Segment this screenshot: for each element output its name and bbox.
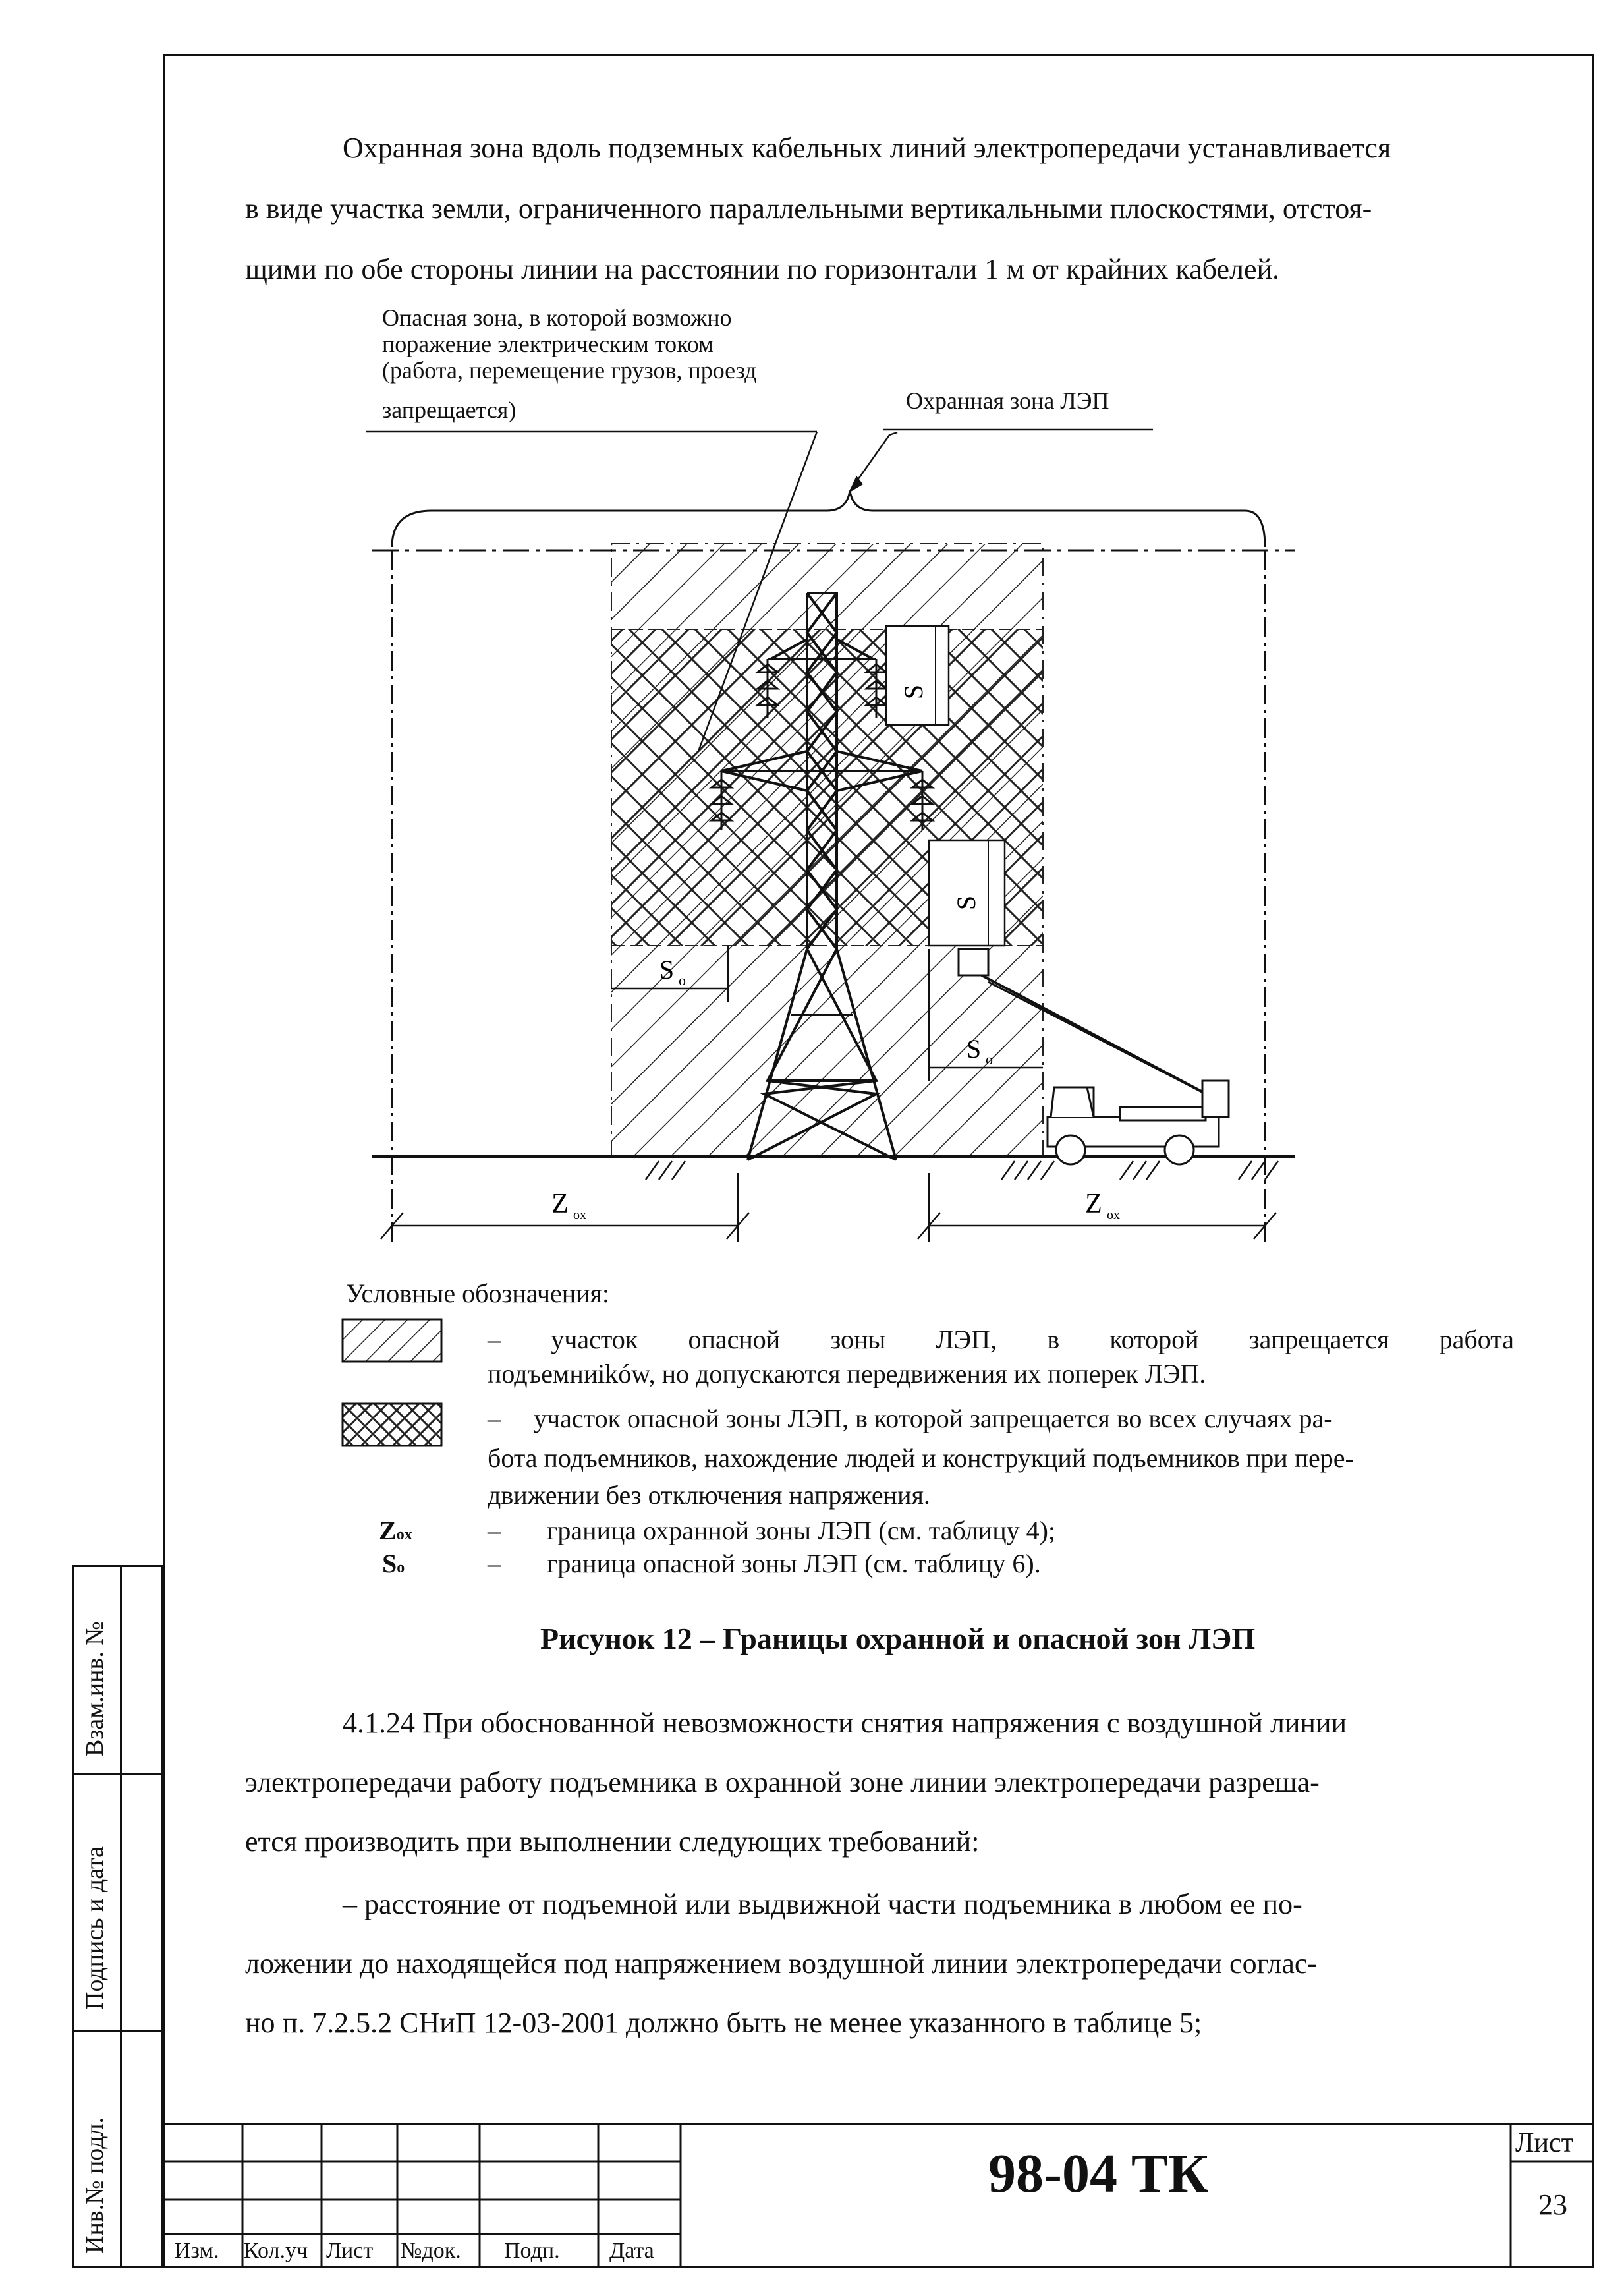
intro-line-2: в виде участка земли, ограниченного параллельными вертикальными плоскостями, отстоя- xyxy=(245,192,1372,225)
svg-text:o: o xyxy=(679,972,686,988)
legend-zox-text: граница охранной зоны ЛЭП (см. таблицу 4); xyxy=(547,1516,1056,1545)
legend-zox-symbol: Zox xyxy=(379,1516,412,1545)
intro-line-1: Охранная зона вдоль подземных кабельных линий электропередачи устанавливается xyxy=(343,132,1391,164)
legend-so-text: граница опасной зоны ЛЭП (см. таблицу 6). xyxy=(547,1549,1041,1578)
side-stamp-rule xyxy=(72,1773,163,1775)
danger-zone-label-3: (работа, перемещение грузов, проезд xyxy=(382,357,757,384)
side-field-signature-date: Подпись и дата xyxy=(81,1846,109,2010)
body-p1-line-3: ется производить при выполнении следующих требований: xyxy=(245,1825,980,1858)
so-label-upper: S xyxy=(899,684,928,700)
legend-cross-line-3: движении без отключения напряжения. xyxy=(488,1480,930,1510)
body-p1-line-1: 4.1.24 При обоснованной невозможности снятия напряжения с воздушной линии xyxy=(343,1707,1347,1739)
document-code: 98-04 ТК xyxy=(988,2143,1208,2204)
legend-cross-line-1: – участок опасной зоны ЛЭП, в которой запрещается во всех случаях ра- xyxy=(488,1404,1333,1433)
title-block-grid xyxy=(163,2123,1594,2268)
so-label-right: S xyxy=(951,895,981,911)
danger-zone-label-2: поражение электрическим током xyxy=(382,331,714,357)
stamp-col-change: Изм. xyxy=(175,2239,219,2263)
legend-hatch-line-2: подъемниików, но допускаются передвижения их поперек ЛЭП. xyxy=(488,1359,1206,1388)
side-field-original-inv: Инв.№ подл. xyxy=(81,2117,109,2254)
sheet-number: 23 xyxy=(1538,2189,1567,2221)
protect-zone-label: Охранная зона ЛЭП xyxy=(906,387,1109,414)
stamp-col-date: Дата xyxy=(609,2239,654,2263)
side-stamp-divider xyxy=(120,1565,122,2268)
danger-zone-label-1: Опасная зона, в которой возможно xyxy=(382,304,732,331)
body-p2-line-1: – расстояние от подъемной или выдвижной части подъемника в любом ее по- xyxy=(343,1888,1302,1920)
so-label-left: S xyxy=(659,955,675,985)
stamp-col-sign: Подп. xyxy=(504,2239,560,2263)
stamp-col-sheet: Лист xyxy=(326,2239,374,2263)
body-p2-line-2: ложении до находящейся под напряжением воздушной линии электропередачи соглас- xyxy=(245,1947,1318,1980)
legend-zox-dash: – xyxy=(488,1516,501,1545)
legend-cross-swatch xyxy=(341,1402,443,1448)
sheet-label: Лист xyxy=(1515,2128,1573,2158)
zox-label-left: Z xyxy=(551,1189,569,1219)
legend-so-symbol: So xyxy=(382,1549,405,1578)
side-field-replace-inv: Взам.инв. № xyxy=(81,1621,109,1756)
legend-so-dash: – xyxy=(488,1549,501,1578)
legend-hatch-swatch xyxy=(341,1318,443,1364)
legend-cross-line-2: бота подъемников, нахождение людей и конструкций подъемников при пере- xyxy=(488,1443,1354,1473)
svg-text:ox: ox xyxy=(1107,1208,1120,1222)
body-p2-line-3: но п. 7.2.5.2 СНиП 12-03-2001 должно быть не менее указанного в таблице 5; xyxy=(245,2007,1202,2039)
zox-label-right: Z xyxy=(1085,1189,1102,1219)
danger-zone-label-4: запрещается) xyxy=(382,397,517,423)
figure-caption: Рисунок 12 – Границы охранной и опасной зон ЛЭП xyxy=(540,1622,1256,1655)
svg-text:o: o xyxy=(986,1051,993,1068)
svg-text:ox: ox xyxy=(573,1208,586,1222)
stamp-col-docno: №док. xyxy=(401,2239,461,2263)
intro-line-3: щими по обе стороны линии на расстоянии по горизонтали 1 м от крайних кабелей. xyxy=(245,253,1280,285)
legend-hatch-line-1: – участок опасной зоны ЛЭП, в которой запрещается работа xyxy=(488,1325,1514,1354)
side-stamp-rule xyxy=(72,2030,163,2032)
legend-title: Условные обозначения: xyxy=(346,1278,610,1308)
body-p1-line-2: электропередачи работу подъемника в охранной зоне линии электропередачи разреша- xyxy=(245,1766,1320,1798)
so-label-bottom: S xyxy=(966,1034,982,1064)
stamp-col-count: Кол.уч xyxy=(244,2239,308,2263)
